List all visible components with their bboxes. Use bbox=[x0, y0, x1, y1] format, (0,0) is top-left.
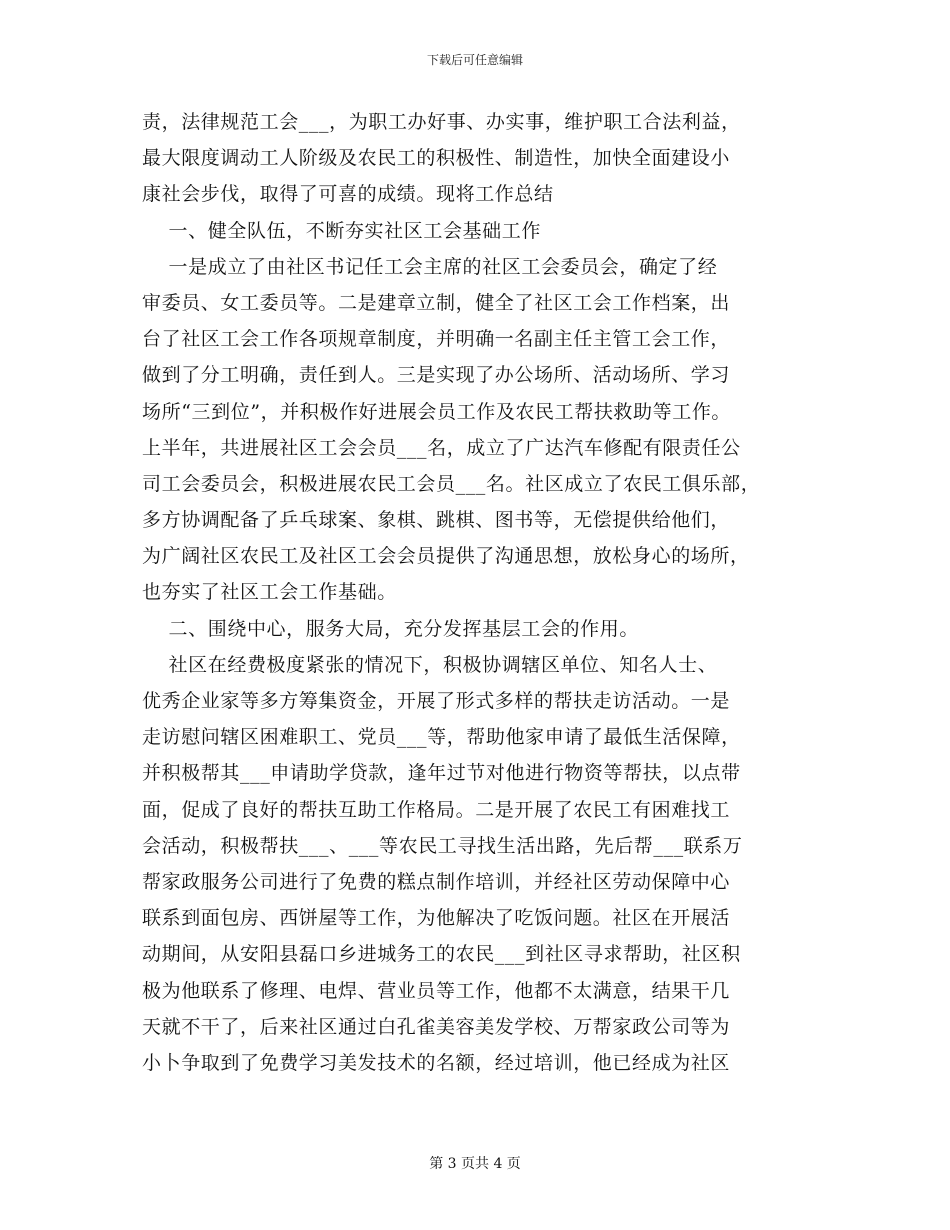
document-body bbox=[142, 104, 812, 1081]
body-line: 责，法律规范工会___，为职工办好事、办实事，维护职工合法利益， bbox=[142, 111, 741, 133]
body-line: 审委员、女工委员等。二是建章立制，健全了社区工会工作档案，出 bbox=[142, 291, 731, 314]
body-line: 为广阔社区农民工及社区工会会员提供了沟通思想，放松身心的场所， bbox=[142, 545, 750, 568]
section-heading: 一、健全队伍，不断夯实社区工会基础工作 bbox=[142, 219, 541, 242]
body-line: 天就不干了，后来社区通过白孔雀美容美发学校、万帮家政公司等为 bbox=[142, 1015, 731, 1038]
body-line: 优秀企业家等多方筹集资金，开展了形式多样的帮扶走访活动。一是 bbox=[142, 690, 731, 712]
body-line: 并积极帮其___申请助学贷款，逢年过节对他进行物资等帮扶，以点带 bbox=[142, 762, 741, 785]
body-line: 场所“三到位”，并积极作好进展会员工作及农民工帮扶救助等工作。 bbox=[142, 400, 732, 423]
body-line: 司工会委员会，积极进展农民工会员___名。社区成立了农民工俱乐部， bbox=[142, 472, 761, 495]
body-line: 台了社区工会工作各项规章制度，并明确一名副主任主管工会工作， bbox=[142, 328, 731, 351]
body-line: 动期间，从安阳县磊口乡进城务工的农民___到社区寻求帮助，社区积 bbox=[142, 943, 741, 966]
body-line: 最大限度调动工人阶级及农民工的积极性、制造性，加快全面建设小 bbox=[142, 147, 731, 170]
body-line: 走访慰问辖区困难职工、党员___等，帮助他家申请了最低生活保障， bbox=[142, 726, 741, 749]
body-line: 会活动，积极帮扶___、___等农民工寻找生活出路，先后帮___联系万 bbox=[142, 834, 743, 857]
body-line: 康社会步伐，取得了可喜的成绩。现将工作总结 bbox=[142, 183, 554, 206]
body-line: 社区在经费极度紧张的情况下，积极协调辖区单位、知名人士、 bbox=[142, 653, 718, 676]
body-line: 联系到面包房、西饼屋等工作，为他解决了吃饭问题。社区在开展活 bbox=[142, 907, 731, 930]
page-number: 第 3 页共 4 页 bbox=[429, 1156, 521, 1172]
section-heading: 二、围绕中心，服务大局，充分发挥基层工会的作用。 bbox=[142, 617, 639, 640]
page-header-note: 下载后可任意编辑 bbox=[426, 53, 523, 67]
body-line: 多方协调配备了乒乓球案、象棋、跳棋、图书等，无偿提供给他们， bbox=[142, 509, 731, 532]
body-line: 做到了分工明确，责任到人。三是实现了办公场所、活动场所、学习 bbox=[142, 364, 731, 387]
body-line: 小卜争取到了免费学习美发技术的名额，经过培训，他已经成为社区 bbox=[142, 1051, 731, 1074]
body-line: 面，促成了良好的帮扶互助工作格局。二是开展了农民工有困难找工 bbox=[142, 798, 731, 821]
body-line: 极为他联系了修理、电焊、营业员等工作，他都不太满意，结果干几 bbox=[142, 979, 731, 1002]
body-line: 上半年，共进展社区工会会员___名，成立了广达汽车修配有限责任公 bbox=[142, 436, 741, 459]
body-line: 帮家政服务公司进行了免费的糕点制作培训，并经社区劳动保障中心 bbox=[142, 870, 731, 893]
body-line: 一是成立了由社区书记任工会主席的社区工会委员会，确定了经 bbox=[142, 255, 718, 278]
body-line: 也夯实了社区工会工作基础。 bbox=[142, 581, 397, 604]
